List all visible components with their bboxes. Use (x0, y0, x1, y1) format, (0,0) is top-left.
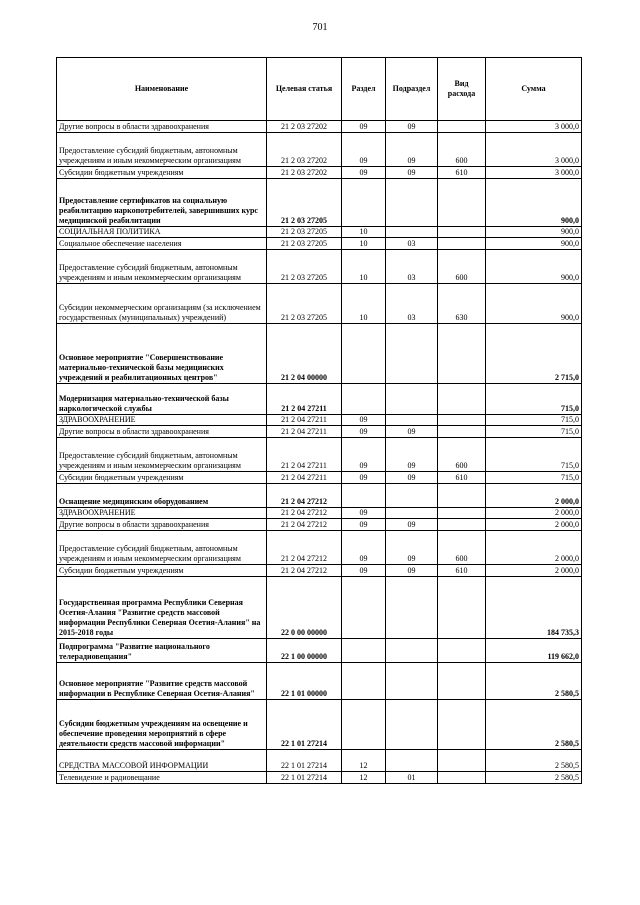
row-kind: 610 (438, 167, 486, 179)
row-kind (438, 238, 486, 250)
table-row (57, 426, 582, 438)
row-kind: 600 (438, 250, 486, 284)
row-sum: 715,0 (486, 426, 582, 438)
row-name: Субсидии бюджетным учреждениям (57, 565, 267, 577)
row-kind (438, 639, 486, 663)
row-section: 09 (342, 415, 386, 426)
row-name: Подпрограмма "Развитие национального телерадиовещания" (57, 639, 267, 663)
row-subsection (386, 179, 438, 227)
row-subsection: 09 (386, 519, 438, 531)
row-section: 10 (342, 284, 386, 324)
row-sum: 119 662,0 (486, 639, 582, 663)
row-subsection: 09 (386, 531, 438, 565)
row-code: 21 2 04 27212 (267, 519, 342, 531)
row-code: 21 2 04 27211 (267, 426, 342, 438)
row-section (342, 324, 386, 384)
row-sum: 2 580,5 (486, 750, 582, 772)
row-code: 21 2 04 27212 (267, 531, 342, 565)
row-sum: 3 000,0 (486, 121, 582, 133)
table-row (57, 227, 582, 238)
row-subsection (386, 415, 438, 426)
row-section: 09 (342, 565, 386, 577)
row-code: 22 1 01 00000 (267, 663, 342, 700)
row-subsection: 09 (386, 121, 438, 133)
row-name: Предоставление субсидий бюджетным, автономным учреждениям и иным некоммерческим организациям (57, 531, 267, 565)
row-code: 21 2 04 27212 (267, 508, 342, 519)
row-name: Предоставление сертификатов на социальную реабилитацию наркопотребителей, завершивших курс медицинской реабилитации (57, 179, 267, 227)
row-name: Модернизация материально-технической базы наркологической службы (57, 384, 267, 415)
row-name: Субсидии некоммерческим организациям (за исключением государственных (муниципальных) учреждений) (57, 284, 267, 324)
table-row (57, 438, 582, 472)
row-name: Телевидение и радиовещание (57, 772, 267, 784)
header-kind: Вид расхода (438, 58, 486, 121)
row-section (342, 700, 386, 750)
row-subsection: 03 (386, 238, 438, 250)
row-kind (438, 415, 486, 426)
row-subsection: 09 (386, 133, 438, 167)
table-row (57, 700, 582, 750)
row-name: СРЕДСТВА МАССОВОЙ ИНФОРМАЦИИ (57, 750, 267, 772)
row-kind (438, 324, 486, 384)
row-subsection: 09 (386, 426, 438, 438)
row-kind (438, 384, 486, 415)
row-subsection (386, 663, 438, 700)
row-name: Социальное обеспечение населения (57, 238, 267, 250)
header-code: Целевая статья (267, 58, 342, 121)
row-section: 12 (342, 772, 386, 784)
table-body (57, 121, 582, 784)
row-name: Другие вопросы в области здравоохранения (57, 519, 267, 531)
row-kind (438, 663, 486, 700)
row-code: 21 2 03 27205 (267, 179, 342, 227)
row-kind (438, 508, 486, 519)
row-subsection (386, 508, 438, 519)
table-row (57, 484, 582, 508)
row-sum: 2 000,0 (486, 484, 582, 508)
row-name: Предоставление субсидий бюджетным, автономным учреждениям и иным некоммерческим организациям (57, 438, 267, 472)
row-kind: 610 (438, 472, 486, 484)
row-subsection: 09 (386, 565, 438, 577)
header-name: Наименование (57, 58, 267, 121)
table-row (57, 531, 582, 565)
row-section: 10 (342, 250, 386, 284)
budget-table (56, 57, 582, 784)
row-kind: 610 (438, 565, 486, 577)
row-sum: 2 580,5 (486, 700, 582, 750)
row-sum: 715,0 (486, 472, 582, 484)
row-subsection: 09 (386, 472, 438, 484)
row-name: Предоставление субсидий бюджетным, автономным учреждениям и иным некоммерческим организациям (57, 133, 267, 167)
row-subsection (386, 700, 438, 750)
table-row (57, 472, 582, 484)
row-code: 21 2 03 27205 (267, 227, 342, 238)
row-kind (438, 121, 486, 133)
row-subsection: 09 (386, 438, 438, 472)
row-code: 22 1 01 27214 (267, 700, 342, 750)
row-section: 10 (342, 227, 386, 238)
row-kind (438, 519, 486, 531)
row-code: 21 2 04 27212 (267, 484, 342, 508)
row-section: 09 (342, 508, 386, 519)
table-row (57, 663, 582, 700)
row-subsection (386, 639, 438, 663)
row-code: 21 2 04 27211 (267, 415, 342, 426)
row-section (342, 179, 386, 227)
row-kind: 600 (438, 438, 486, 472)
row-name: Другие вопросы в области здравоохранения (57, 426, 267, 438)
row-sum: 900,0 (486, 238, 582, 250)
table-row (57, 167, 582, 179)
row-kind (438, 577, 486, 639)
row-kind: 600 (438, 531, 486, 565)
row-code: 21 2 03 27202 (267, 121, 342, 133)
row-sum: 2 580,5 (486, 663, 582, 700)
table-row (57, 577, 582, 639)
row-sum: 2 000,0 (486, 565, 582, 577)
row-kind (438, 426, 486, 438)
row-subsection (386, 750, 438, 772)
row-section: 09 (342, 167, 386, 179)
row-code: 21 2 03 27202 (267, 133, 342, 167)
row-section: 10 (342, 238, 386, 250)
table-header-row (57, 58, 582, 121)
row-code: 22 1 01 27214 (267, 772, 342, 784)
row-sum: 715,0 (486, 438, 582, 472)
row-code: 21 2 03 27205 (267, 238, 342, 250)
row-code: 21 2 03 27205 (267, 284, 342, 324)
row-code: 21 2 03 27202 (267, 167, 342, 179)
row-name: Субсидии бюджетным учреждениям на освещение и обеспечение проведения мероприятий в сфере деятельности средств массовой информации" (57, 700, 267, 750)
row-section: 09 (342, 133, 386, 167)
table-row (57, 250, 582, 284)
row-name: Предоставление субсидий бюджетным, автономным учреждениям и иным некоммерческим организациям (57, 250, 267, 284)
table-row (57, 121, 582, 133)
row-sum: 900,0 (486, 227, 582, 238)
row-kind (438, 484, 486, 508)
row-subsection (386, 484, 438, 508)
table-row (57, 324, 582, 384)
row-name: ЗДРАВООХРАНЕНИЕ (57, 508, 267, 519)
row-subsection: 09 (386, 167, 438, 179)
table-row (57, 750, 582, 772)
row-sum: 900,0 (486, 284, 582, 324)
row-sum: 2 715,0 (486, 324, 582, 384)
table-row (57, 179, 582, 227)
table-row (57, 639, 582, 663)
row-code: 22 1 00 00000 (267, 639, 342, 663)
table-row (57, 519, 582, 531)
row-section: 12 (342, 750, 386, 772)
row-sum: 3 000,0 (486, 167, 582, 179)
row-code: 21 2 04 27211 (267, 384, 342, 415)
row-sum: 900,0 (486, 250, 582, 284)
row-code: 21 2 04 27211 (267, 472, 342, 484)
row-name: Оснащение медицинским оборудованием (57, 484, 267, 508)
table-row (57, 284, 582, 324)
row-section (342, 384, 386, 415)
row-section (342, 484, 386, 508)
table-row (57, 384, 582, 415)
row-code: 21 2 03 27205 (267, 250, 342, 284)
row-name: ЗДРАВООХРАНЕНИЕ (57, 415, 267, 426)
row-subsection (386, 227, 438, 238)
row-name: Основное мероприятие "Развитие средств массовой информации в Республике Северная Осетия-Алания" (57, 663, 267, 700)
row-subsection: 01 (386, 772, 438, 784)
row-section: 09 (342, 531, 386, 565)
header-sum: Сумма (486, 58, 582, 121)
row-name: Основное мероприятие "Совершенствование материально-технической базы медицинских учреждений и реабилитационных центров" (57, 324, 267, 384)
row-kind (438, 700, 486, 750)
row-section: 09 (342, 519, 386, 531)
row-sum: 2 000,0 (486, 531, 582, 565)
row-section: 09 (342, 426, 386, 438)
row-section: 09 (342, 121, 386, 133)
row-sum: 2 580,5 (486, 772, 582, 784)
row-kind: 630 (438, 284, 486, 324)
row-sum: 900,0 (486, 179, 582, 227)
table-row (57, 133, 582, 167)
row-kind: 600 (438, 133, 486, 167)
row-subsection (386, 324, 438, 384)
row-name: Другие вопросы в области здравоохранения (57, 121, 267, 133)
row-code: 22 1 01 27214 (267, 750, 342, 772)
row-section (342, 639, 386, 663)
row-section: 09 (342, 472, 386, 484)
row-subsection: 03 (386, 250, 438, 284)
row-name: Государственная программа Республики Северная Осетия-Алания "Развитие средств массовой информации Республики Северная Осетия-Алания" на 2015-2018 годы (57, 577, 267, 639)
row-sum: 2 000,0 (486, 519, 582, 531)
table-row (57, 565, 582, 577)
table-row (57, 415, 582, 426)
row-kind (438, 179, 486, 227)
row-code: 21 2 04 27212 (267, 565, 342, 577)
header-section: Раздел (342, 58, 386, 121)
row-code: 21 2 04 27211 (267, 438, 342, 472)
row-code: 22 0 00 00000 (267, 577, 342, 639)
row-kind (438, 227, 486, 238)
page-number: 701 (312, 22, 328, 33)
row-subsection (386, 577, 438, 639)
row-name: Субсидии бюджетным учреждениям (57, 167, 267, 179)
row-name: СОЦИАЛЬНАЯ ПОЛИТИКА (57, 227, 267, 238)
row-subsection: 03 (386, 284, 438, 324)
row-section (342, 663, 386, 700)
header-subsection: Подраздел (386, 58, 438, 121)
row-sum: 2 000,0 (486, 508, 582, 519)
row-name: Субсидии бюджетным учреждениям (57, 472, 267, 484)
table-row (57, 508, 582, 519)
row-kind (438, 750, 486, 772)
row-section: 09 (342, 438, 386, 472)
row-subsection (386, 384, 438, 415)
row-sum: 715,0 (486, 384, 582, 415)
row-kind (438, 772, 486, 784)
row-sum: 715,0 (486, 415, 582, 426)
row-section (342, 577, 386, 639)
table-row (57, 238, 582, 250)
row-sum: 3 000,0 (486, 133, 582, 167)
row-code: 21 2 04 00000 (267, 324, 342, 384)
table-row (57, 772, 582, 784)
row-sum: 184 735,3 (486, 577, 582, 639)
